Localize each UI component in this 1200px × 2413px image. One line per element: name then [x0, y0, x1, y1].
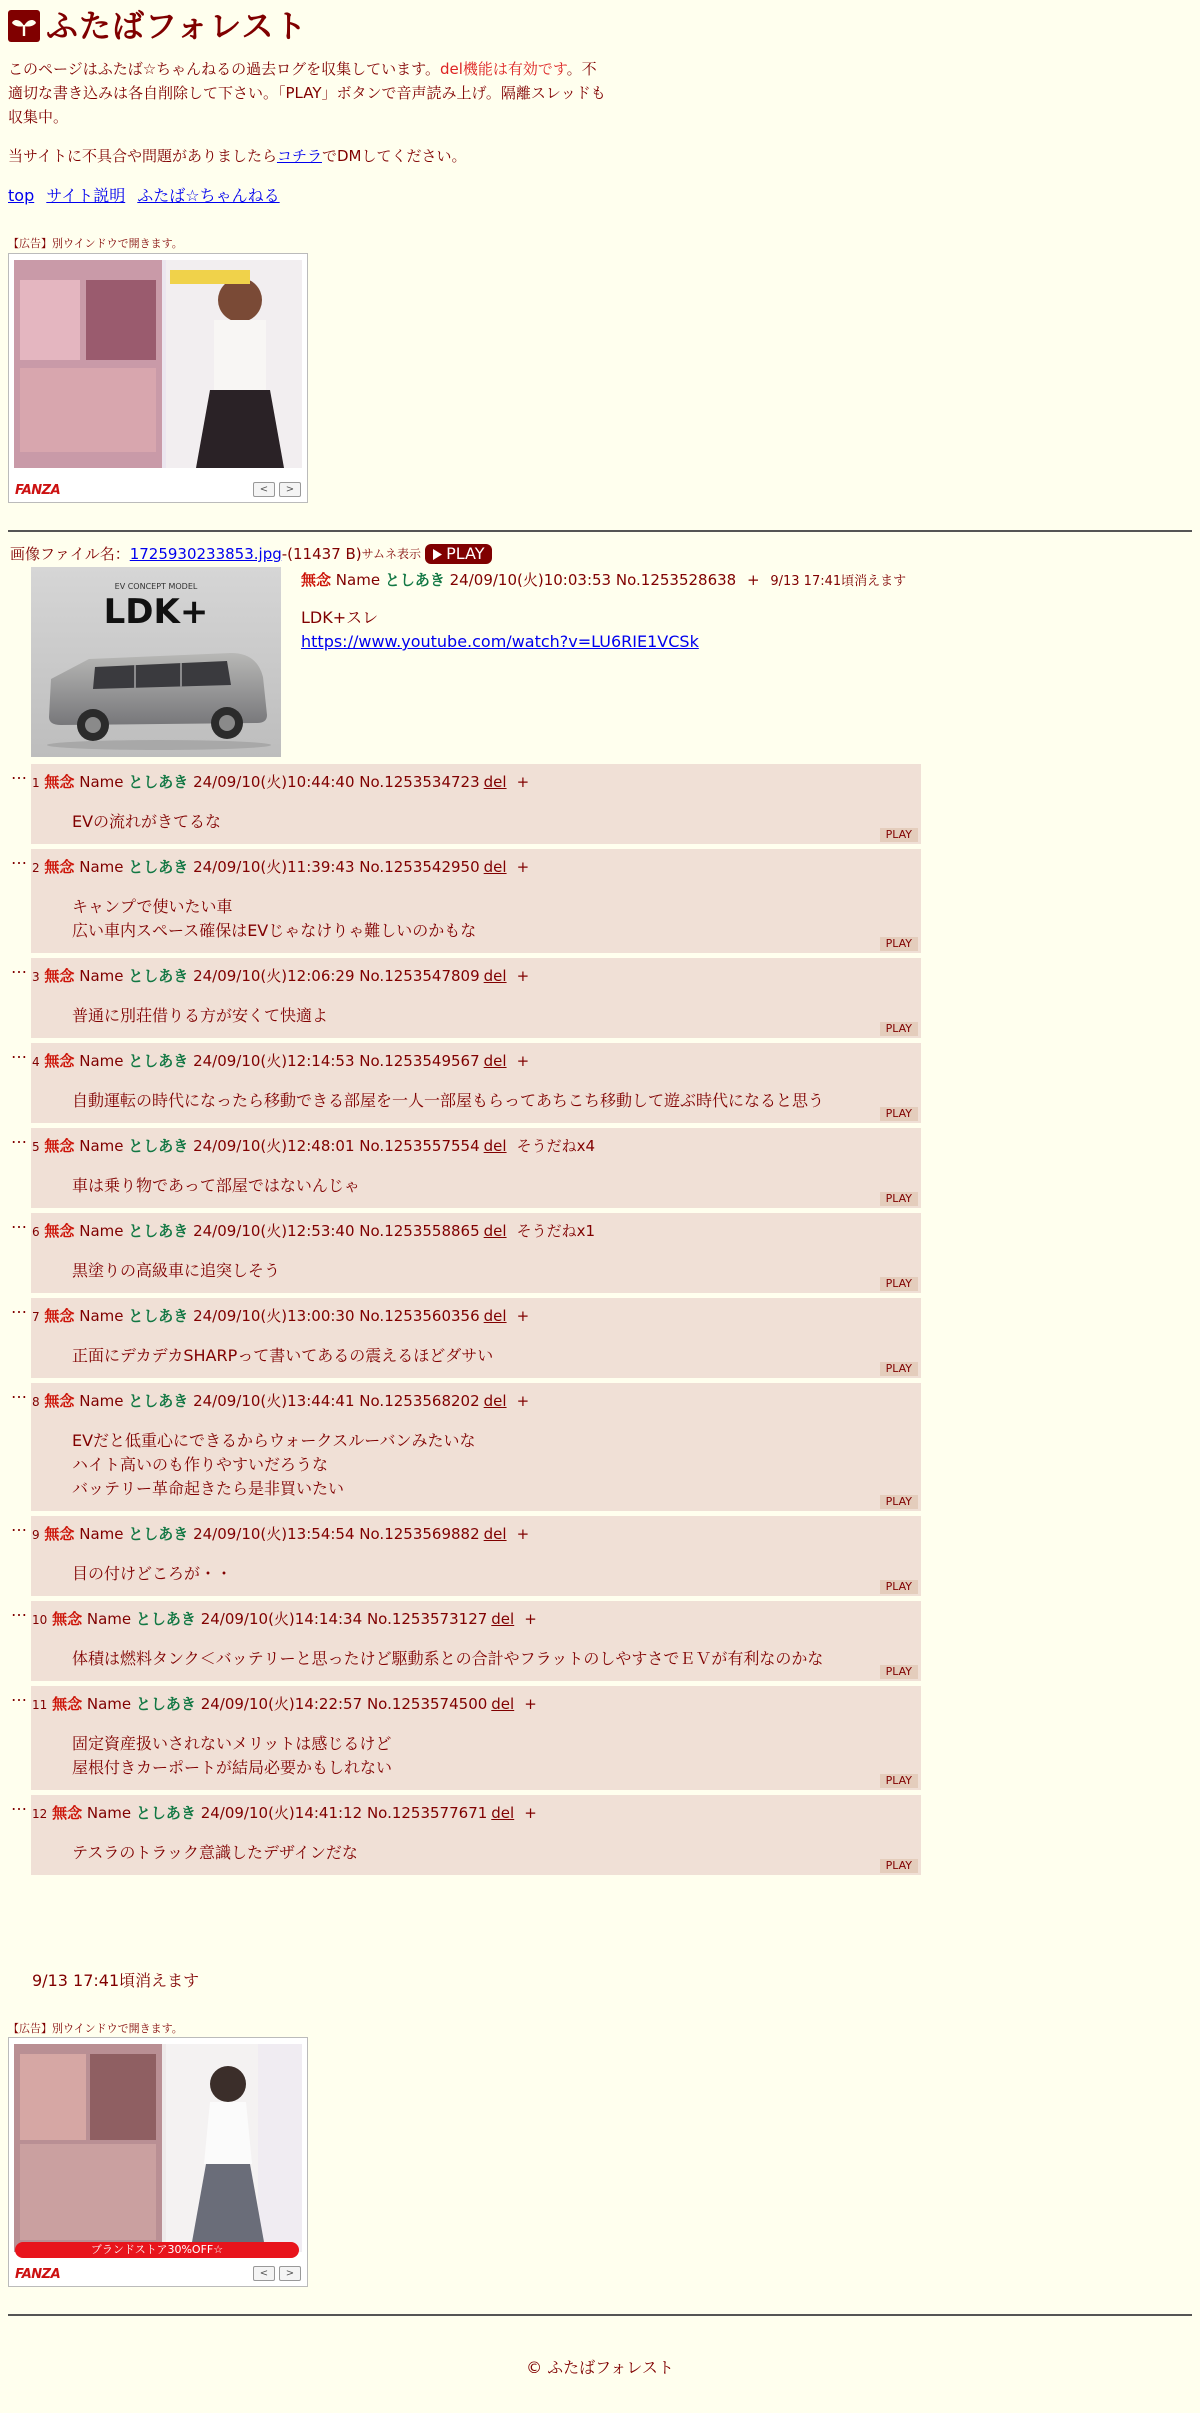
reply-post	[31, 1686, 921, 1790]
reply-index: 4	[32, 1055, 40, 1069]
reply-datetime: 24/09/10(火)13:54:54	[193, 1525, 355, 1543]
reply-name: としあき	[128, 858, 189, 876]
op-thumbnail[interactable]	[31, 567, 281, 757]
ad-banner-bottom[interactable]	[8, 2037, 308, 2287]
reply-sodane-button[interactable]: +	[516, 1052, 530, 1070]
op-play-button[interactable]	[425, 544, 492, 564]
reply-name-label: Name	[79, 1307, 124, 1325]
reply-number[interactable]: No.1253534723	[359, 773, 480, 791]
ad-next-button[interactable]: >	[279, 482, 301, 497]
reply-index: 2	[32, 861, 40, 875]
reply-number[interactable]: No.1253577671	[366, 1804, 488, 1822]
reply-play-button[interactable]: PLAY	[880, 828, 918, 842]
reply-datetime: 24/09/10(火)12:14:53	[193, 1052, 355, 1070]
reply-del-link[interactable]: del	[483, 967, 507, 985]
reply-play-button[interactable]: PLAY	[880, 1859, 918, 1873]
reply-body	[72, 1647, 823, 1671]
reply-play-button[interactable]: PLAY	[880, 1277, 918, 1291]
reply-body	[72, 1089, 824, 1113]
reply-number[interactable]: No.1253549567	[359, 1052, 480, 1070]
contact-link[interactable]: コチラ	[276, 147, 322, 165]
op-number[interactable]: No.1253528638	[615, 571, 737, 589]
file-size: -(11437 B)	[281, 545, 362, 563]
reply-subject: 無念	[44, 1525, 75, 1543]
reply-header	[32, 1524, 529, 1545]
reply-menu-icon[interactable]: …	[11, 1516, 27, 1535]
ad-image-top[interactable]	[14, 260, 302, 468]
op-youtube-link[interactable]: https://www.youtube.com/watch?v=LU6RIE1VCSk	[301, 632, 699, 651]
ad-sale-banner[interactable]: ブランドストア30%OFF☆	[15, 2242, 299, 2258]
reply-menu-icon[interactable]: …	[11, 1383, 27, 1402]
reply-index: 6	[32, 1225, 40, 1239]
reply-number[interactable]: No.1253542950	[359, 858, 480, 876]
reply-menu-icon[interactable]: …	[11, 764, 27, 783]
reply-name-label: Name	[79, 1525, 124, 1543]
ad-next-button[interactable]: >	[279, 2266, 301, 2281]
contact-text	[8, 144, 466, 168]
ad-prev-button[interactable]: <	[253, 482, 275, 497]
reply-header	[32, 1609, 537, 1630]
reply-index: 10	[32, 1613, 48, 1627]
reply-menu-icon[interactable]: …	[11, 1601, 27, 1620]
reply-name-label: Name	[79, 1137, 124, 1155]
reply-post	[31, 1516, 921, 1596]
op-play-label: PLAY	[446, 544, 485, 563]
reply-number[interactable]: No.1253547809	[359, 967, 480, 985]
ad-label-bottom: 【広告】別ウインドウで開きます。	[8, 2022, 183, 2035]
divider-top	[8, 530, 1192, 532]
reply-body	[72, 1174, 360, 1198]
ad-prev-button[interactable]: <	[253, 2266, 275, 2281]
reply-index: 11	[32, 1698, 48, 1712]
reply-number[interactable]: No.1253573127	[366, 1610, 488, 1628]
reply-header	[32, 966, 529, 987]
reply-datetime: 24/09/10(火)13:00:30	[193, 1307, 355, 1325]
reply-post	[31, 958, 921, 1038]
reply-body-line: 普通に別荘借りる方が安くて快適よ	[72, 1006, 329, 1025]
reply-subject: 無念	[44, 858, 75, 876]
fanza-logo: FANZA	[15, 2267, 61, 2282]
reply-menu-icon[interactable]: …	[11, 1686, 27, 1705]
reply-play-button[interactable]: PLAY	[880, 1362, 918, 1376]
reply-post	[31, 1601, 921, 1681]
reply-menu-icon[interactable]: …	[11, 1043, 27, 1062]
reply-number[interactable]: No.1253568202	[359, 1392, 480, 1410]
reply-name: としあき	[128, 773, 189, 791]
reply-header	[32, 1221, 595, 1242]
reply-sodane-button[interactable]: +	[516, 1525, 530, 1543]
ad-image-bottom[interactable]	[14, 2044, 302, 2252]
reply-name: としあき	[135, 1610, 196, 1628]
intro-part1: このページはふたば☆ちゃんねるの過去ログを収集しています。	[8, 60, 440, 78]
reply-play-button[interactable]: PLAY	[880, 1665, 918, 1679]
reply-body-line: 目の付けどころが・・	[72, 1564, 233, 1583]
reply-menu-icon[interactable]: …	[11, 1298, 27, 1317]
contact-suffix: でDMしてください。	[321, 147, 467, 165]
reply-post	[31, 1383, 921, 1511]
reply-subject: 無念	[44, 1307, 75, 1325]
reply-post	[31, 764, 921, 844]
reply-body	[72, 895, 476, 943]
reply-del-link[interactable]: del	[491, 1610, 515, 1628]
reply-number[interactable]: No.1253560356	[359, 1307, 480, 1325]
reply-index: 3	[32, 970, 40, 984]
reply-subject: 無念	[52, 1610, 83, 1628]
reply-body	[72, 1004, 328, 1028]
contact-prefix: 当サイトに不具合や問題がありましたら	[8, 147, 277, 165]
ad-nav	[253, 2266, 301, 2281]
reply-body-line: キャンプで使いたい車	[72, 897, 233, 916]
reply-sodane-button[interactable]: そうだねx1	[516, 1222, 595, 1240]
reply-body	[72, 1841, 358, 1865]
reply-datetime: 24/09/10(火)12:48:01	[193, 1137, 355, 1155]
reply-name-label: Name	[79, 1222, 124, 1240]
op-header	[301, 569, 906, 593]
site-title[interactable]: ふたばフォレスト	[46, 7, 308, 45]
reply-del-link[interactable]: del	[483, 1137, 507, 1155]
intro-part2: 。不適切な書き込みは各自削除して下さい。「PLAY」ボタンで音声読み上げ。隔離スレッドも収集中。	[8, 60, 606, 126]
reply-subject: 無念	[44, 1137, 75, 1155]
reply-header	[32, 1306, 529, 1327]
reply-datetime: 24/09/10(火)14:14:34	[200, 1610, 363, 1628]
reply-body	[72, 810, 221, 834]
reply-datetime: 24/09/10(火)12:06:29	[193, 967, 355, 985]
reply-name-label: Name	[86, 1610, 132, 1628]
thumb-note: サムネ表示	[361, 547, 422, 561]
thread-expire: 9/13 17:41頃消えます	[32, 1971, 200, 1990]
reply-del-link[interactable]: del	[483, 1052, 507, 1070]
reply-body-line: 黒塗りの高級車に追突しそう	[72, 1261, 281, 1280]
reply-play-button[interactable]: PLAY	[880, 1192, 918, 1206]
reply-menu-icon[interactable]: …	[11, 1128, 27, 1147]
reply-sodane-button[interactable]: +	[516, 858, 530, 876]
reply-datetime: 24/09/10(火)13:44:41	[193, 1392, 355, 1410]
thumb-caption-small: EV CONCEPT MODEL	[114, 582, 198, 591]
reply-subject: 無念	[52, 1695, 83, 1713]
reply-name: としあき	[128, 1222, 189, 1240]
reply-post	[31, 1043, 921, 1123]
reply-sodane-button[interactable]: +	[524, 1695, 537, 1713]
reply-body-line: バッテリー革命起きたら是非買いたい	[72, 1479, 345, 1498]
reply-body	[72, 1732, 392, 1780]
reply-datetime: 24/09/10(火)14:22:57	[200, 1695, 363, 1713]
reply-header	[32, 1051, 529, 1072]
nav-futaba-link[interactable]: ふたば☆ちゃんねる	[137, 186, 280, 205]
reply-del-link[interactable]: del	[483, 1307, 507, 1325]
reply-header	[32, 1803, 537, 1824]
reply-del-link[interactable]: del	[483, 1525, 507, 1543]
reply-index: 9	[32, 1528, 40, 1542]
reply-subject: 無念	[44, 1392, 75, 1410]
reply-name: としあき	[135, 1695, 196, 1713]
reply-number[interactable]: No.1253558865	[359, 1222, 480, 1240]
reply-del-link[interactable]: del	[491, 1695, 515, 1713]
reply-body-line: 正面にデカデカSHARPって書いてあるの震えるほどダサい	[72, 1346, 494, 1365]
reply-del-link[interactable]: del	[483, 858, 507, 876]
reply-header	[32, 1391, 529, 1412]
reply-menu-icon[interactable]: …	[11, 958, 27, 977]
reply-body-line: ハイト高いのも作りやすいだろうな	[72, 1455, 329, 1474]
reply-body-line: EVの流れがきてるな	[72, 812, 222, 831]
reply-body-line: テスラのトラック意識したデザインだな	[72, 1843, 358, 1862]
reply-sodane-button[interactable]: +	[516, 967, 530, 985]
reply-post	[31, 849, 921, 953]
reply-play-button[interactable]: PLAY	[880, 1022, 918, 1036]
reply-del-link[interactable]: del	[491, 1804, 515, 1822]
reply-header	[32, 857, 529, 878]
reply-index: 5	[32, 1140, 40, 1154]
reply-subject: 無念	[44, 773, 75, 791]
reply-index: 7	[32, 1310, 40, 1324]
reply-menu-icon[interactable]: …	[11, 1795, 27, 1814]
reply-name-label: Name	[79, 858, 124, 876]
reply-body-line: 車は乗り物であって部屋ではないんじゃ	[72, 1176, 360, 1195]
reply-name-label: Name	[79, 967, 124, 985]
nav-links	[8, 184, 287, 208]
reply-name-label: Name	[79, 1052, 124, 1070]
reply-datetime: 24/09/10(火)10:44:40	[193, 773, 355, 791]
reply-datetime: 24/09/10(火)14:41:12	[200, 1804, 363, 1822]
ad-nav	[253, 482, 301, 497]
reply-index: 1	[32, 776, 40, 790]
reply-sodane-button[interactable]: +	[524, 1610, 537, 1628]
reply-body-line: 固定資産扱いされないメリットは感じるけど	[72, 1734, 392, 1753]
reply-name: としあき	[128, 1525, 189, 1543]
reply-body-line: 自動運転の時代になったら移動できる部屋を一人一部屋もらってあちこち移動して遊ぶ時代になると思う	[72, 1091, 825, 1110]
nav-about-link[interactable]: サイト説明	[46, 186, 126, 205]
reply-name-label: Name	[86, 1804, 132, 1822]
reply-del-link[interactable]: del	[483, 1392, 507, 1410]
reply-subject: 無念	[44, 1222, 75, 1240]
reply-menu-icon[interactable]: …	[11, 849, 27, 868]
op-datetime: 24/09/10(火)10:03:53	[449, 571, 612, 589]
file-name-link[interactable]: 1725930233853.jpg	[129, 545, 282, 563]
reply-sodane-button[interactable]: +	[524, 1804, 537, 1822]
reply-name: としあき	[128, 1137, 189, 1155]
op-file-line	[10, 543, 492, 565]
ad-label-top: 【広告】別ウインドウで開きます。	[8, 237, 183, 250]
reply-play-button[interactable]: PLAY	[880, 1580, 918, 1594]
reply-body	[72, 1259, 280, 1283]
nav-top-link[interactable]: top	[8, 186, 35, 205]
reply-header	[32, 772, 529, 793]
reply-index: 12	[32, 1807, 48, 1821]
reply-body-line: 屋根付きカーポートが結局必要かもしれない	[72, 1758, 393, 1777]
reply-name: としあき	[128, 1392, 189, 1410]
reply-number[interactable]: No.1253569882	[359, 1525, 480, 1543]
reply-body-line: 体積は燃料タンク＜バッテリーと思ったけど駆動系との合計やフラットのしやすさでＥＶが有利なのかな	[72, 1649, 824, 1668]
reply-menu-icon[interactable]: …	[11, 1213, 27, 1232]
reply-body	[72, 1429, 475, 1501]
reply-number[interactable]: No.1253557554	[359, 1137, 480, 1155]
play-icon	[433, 549, 442, 560]
ad-banner-top[interactable]	[8, 253, 308, 503]
reply-subject: 無念	[44, 1052, 75, 1070]
reply-sodane-button[interactable]: そうだねx4	[516, 1137, 595, 1155]
thumb-caption-big: LDK+	[103, 592, 209, 632]
reply-subject: 無念	[52, 1804, 83, 1822]
reply-index: 8	[32, 1395, 40, 1409]
reply-name: としあき	[128, 1052, 189, 1070]
reply-datetime: 24/09/10(火)12:53:40	[193, 1222, 355, 1240]
site-header	[8, 6, 307, 46]
reply-post	[31, 1298, 921, 1378]
op-plus-button[interactable]: +	[747, 571, 760, 589]
intro-text	[8, 57, 608, 129]
op-subject: 無念	[301, 571, 332, 589]
reply-name: としあき	[135, 1804, 196, 1822]
file-label: 画像ファイル名：	[10, 545, 130, 563]
footer-copyright: © ふたばフォレスト	[526, 2358, 674, 2377]
op-expire: 9/13 17:41頃消えます	[770, 574, 907, 589]
reply-play-button[interactable]: PLAY	[880, 937, 918, 951]
reply-body	[72, 1562, 232, 1586]
reply-play-button[interactable]: PLAY	[880, 1495, 918, 1509]
reply-header	[32, 1136, 595, 1157]
reply-name-label: Name	[79, 1392, 124, 1410]
fanza-logo: FANZA	[15, 483, 61, 498]
reply-del-link[interactable]: del	[483, 1222, 507, 1240]
op-name: としあき	[384, 571, 445, 589]
reply-sodane-button[interactable]: +	[516, 1307, 530, 1325]
divider-bottom	[8, 2314, 1192, 2316]
reply-post	[31, 1795, 921, 1875]
reply-subject: 無念	[44, 967, 75, 985]
reply-post	[31, 1128, 921, 1208]
reply-name-label: Name	[79, 773, 124, 791]
op-body-line: LDK+スレ	[301, 608, 379, 627]
reply-datetime: 24/09/10(火)11:39:43	[193, 858, 355, 876]
reply-body-line: EVだと低重心にできるからウォークスルーバンみたいな	[72, 1431, 476, 1450]
reply-sodane-button[interactable]: +	[516, 1392, 530, 1410]
op-body	[301, 606, 699, 654]
reply-post	[31, 1213, 921, 1293]
intro-del-notice: del機能は有効です	[439, 60, 567, 78]
reply-header	[32, 1694, 537, 1715]
reply-name: としあき	[128, 967, 189, 985]
reply-name-label: Name	[86, 1695, 132, 1713]
op-name-label: Name	[335, 571, 381, 589]
sprout-logo-icon[interactable]	[8, 10, 40, 42]
reply-body	[72, 1344, 493, 1368]
reply-number[interactable]: No.1253574500	[366, 1695, 488, 1713]
reply-play-button[interactable]: PLAY	[880, 1774, 918, 1788]
reply-body-line: 広い車内スペース確保はEVじゃなけりゃ難しいのかもな	[72, 921, 477, 940]
reply-sodane-button[interactable]: +	[516, 773, 530, 791]
reply-play-button[interactable]: PLAY	[880, 1107, 918, 1121]
reply-name: としあき	[128, 1307, 189, 1325]
reply-del-link[interactable]: del	[483, 773, 507, 791]
